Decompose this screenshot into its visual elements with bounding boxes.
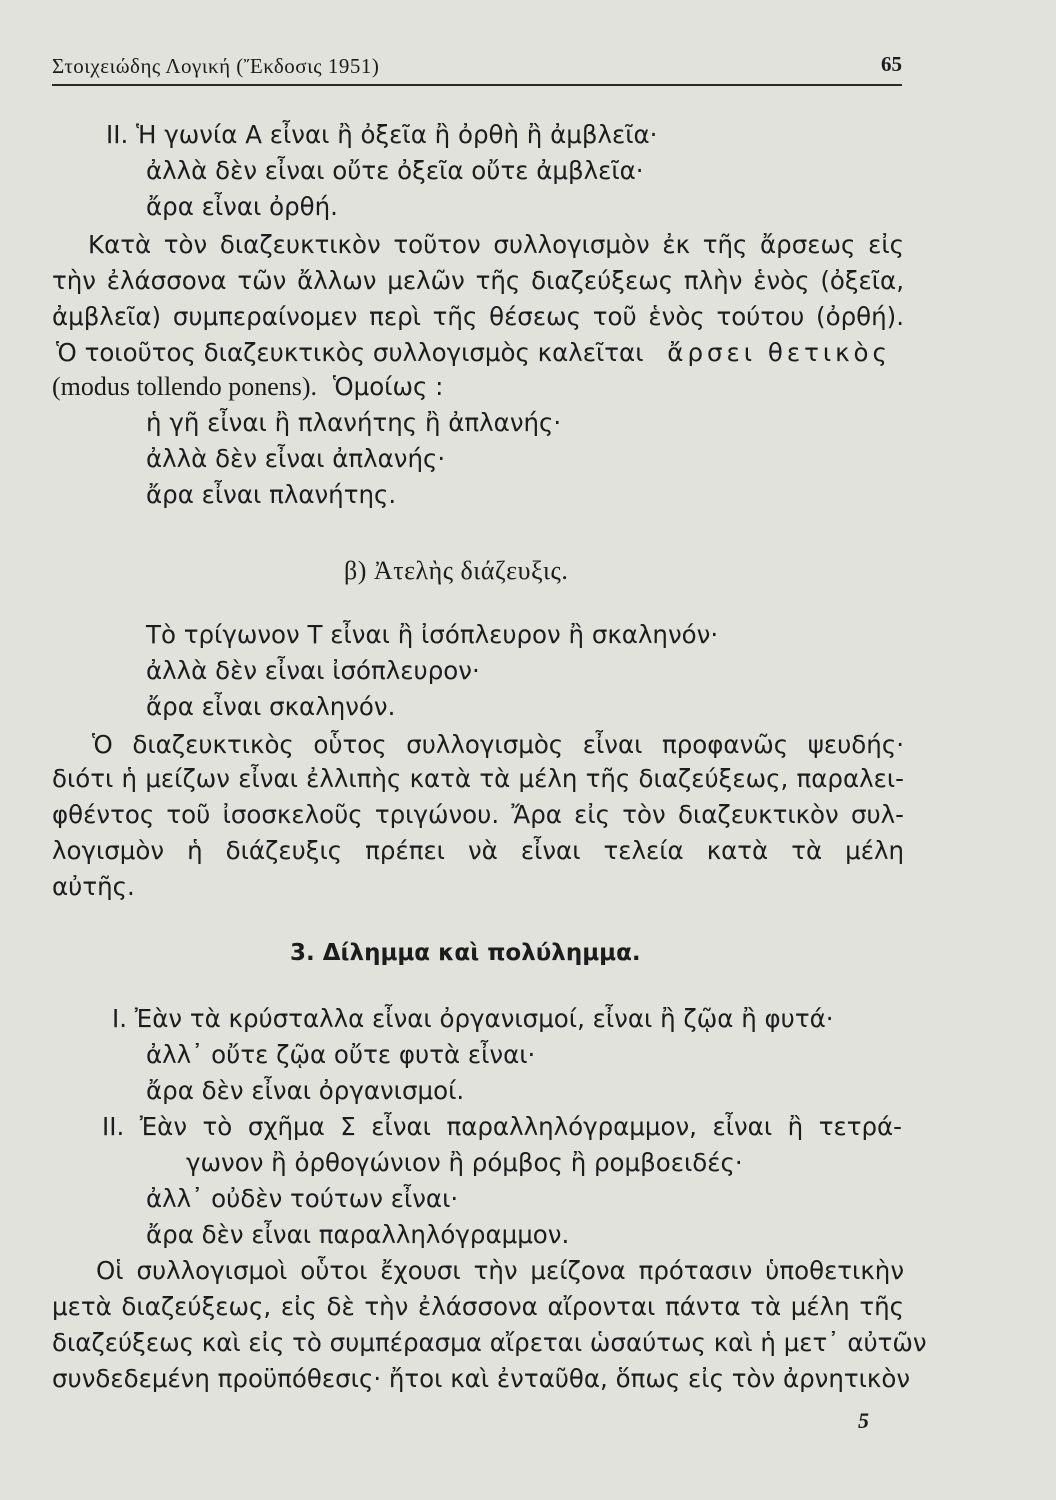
example-line: ἡ γῆ εἶναι ἢ πλανήτης ἢ ἀπλανής· (146, 408, 562, 437)
page-number: 65 (881, 52, 902, 76)
paragraph-line: συνδεδεμένη προϋπόθεσις· ἤτοι καὶ ἐνταῦθα, ὅπως εἰς τὸν ἀρνητικὸν (52, 1364, 911, 1393)
paragraph-line: Κατὰ τὸν διαζευκτικὸν τοῦτον συλλογισμὸν ἐκ τῆς ἄρσεως εἰς (88, 230, 904, 259)
paragraph-line: τὴν ἐλάσσονα τῶν ἄλλων μελῶν τῆς διαζεύξεως πλὴν ἑνὸς (ὀξεῖα, (52, 266, 904, 295)
emphasized-term: ἄρσει θετικὸς (667, 338, 891, 367)
paragraph-line: ἀμβλεῖα) συμπεραίνομεν περὶ τῆς θέσεως τοῦ ἑνὸς τούτου (ὀρθή). (52, 302, 904, 331)
paragraph-line: Ὁ διαζευκτικὸς οὗτος συλλογισμὸς εἶναι προφανῶς ψευδής· (92, 730, 904, 759)
paragraph-line: Οἱ συλλογισμοὶ οὗτοι ἔχουσι τὴν μείζονα πρότασιν ὑποθετικὴν (96, 1256, 904, 1285)
paragraph-line: διαζεύξεως καὶ εἰς τὸ συμπέρασμα αἴρεται ὡσαύτως καὶ ἡ μετ᾽ αὐτῶν (52, 1328, 927, 1357)
example-line: ἄρα εἶναι ὀρθή. (146, 192, 338, 221)
example-line: ἀλλ᾽ οὔτε ζῷα οὔτε φυτὰ εἶναι· (146, 1040, 536, 1069)
paragraph-line (56, 336, 891, 370)
running-header (52, 50, 902, 86)
section-heading: 3. Δίλημμα καὶ πολύλημμα. (290, 940, 641, 966)
paragraph-line: φθέντος τοῦ ἰσοσκελοῦς τριγώνου. Ἄρα εἰς τὸν διαζευκτικὸν συλ- (52, 800, 904, 829)
subsection-heading: β) Ἀτελὴς διάζευξις. (344, 556, 569, 585)
example-line: ἄρα δὲν εἶναι ὀργανισμοί. (146, 1076, 465, 1105)
paragraph-line: διότι ἡ μείζων εἶναι ἐλλιπὴς κατὰ τὰ μέλη τῆς διαζεύξεως, παραλει- (52, 764, 904, 793)
paragraph-text: Ὁ τοιοῦτος διαζευκτικὸς συλλογισμὸς καλεῖται (56, 338, 644, 367)
example-line: ἀλλ᾽ οὐδὲν τούτων εἶναι· (146, 1184, 459, 1213)
example-line: ἀλλὰ δὲν εἶναι οὔτε ὀξεῖα οὔτε ἀμβλεῖα· (146, 156, 644, 185)
paragraph-line: μετὰ διαζεύξεως, εἰς δὲ τὴν ἐλάσσονα αἴρονται πάντα τὰ μέλη τῆς (52, 1292, 904, 1321)
example-line: ΙΙ. Ἡ γωνία Α εἶναι ἢ ὀξεῖα ἢ ὀρθὴ ἢ ἀμβλεῖα· (106, 120, 658, 149)
example-line: ἄρα δὲν εἶναι παραλληλόγραμμον. (146, 1220, 570, 1249)
paragraph-line: λογισμὸν ἡ διάζευξις πρέπει νὰ εἶναι τελεία κατὰ τὰ μέλη (52, 836, 904, 865)
running-title: Στοιχειώδης Λογική (Ἔκδοσις 1951) (52, 54, 380, 78)
example-line: ἄρα εἶναι σκαληνόν. (146, 692, 396, 721)
example-line: ἀλλὰ δὲν εἶναι ἀπλανής· (146, 444, 446, 473)
latin-term: (modus tollendo ponens). (52, 372, 318, 401)
example-line: Ι. Ἐὰν τὰ κρύσταλλα εἶναι ὀργανισμοί, εἶναι ἢ ζῷα ἢ φυτά· (112, 1004, 834, 1033)
paragraph-line (52, 370, 443, 404)
example-line: Τὸ τρίγωνον Τ εἶναι ἢ ἰσόπλευρον ἢ σκαληνόν· (146, 620, 719, 649)
paragraph-text: Ὁμοίως : (332, 372, 444, 401)
example-line: ἄρα εἶναι πλανήτης. (146, 480, 397, 509)
example-line: γωνον ἢ ὀρθογώνιον ἢ ρόμβος ἢ ρομβοειδές· (186, 1148, 743, 1177)
signature-mark: 5 (858, 1408, 869, 1433)
example-line: ἀλλὰ δὲν εἶναι ἰσόπλευρον· (146, 656, 480, 685)
paragraph-line: αὐτῆς. (52, 872, 135, 901)
example-line: ΙΙ. Ἐὰν τὸ σχῆμα Σ εἶναι παραλληλόγραμμον, εἶναι ἢ τετρά- (102, 1112, 902, 1141)
